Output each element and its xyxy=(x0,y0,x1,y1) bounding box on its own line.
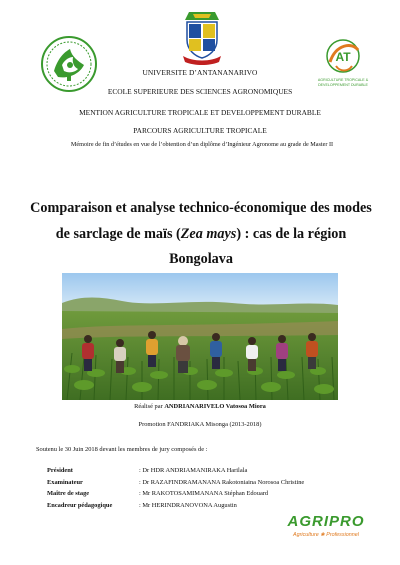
agripro-logo-text: AGRIPRO xyxy=(287,513,365,530)
jury-row xyxy=(46,488,305,500)
memoire-description: Mémoire de fin d’études en vue de l’obtention d’un diplôme d’Ingénieur Agronome au grade de Master II xyxy=(70,141,334,148)
jury-table xyxy=(46,465,305,511)
jury-member: : Mr RAKOTOSAMIMANANA Stéphan Edouard xyxy=(139,490,269,498)
at-logo-icon xyxy=(317,36,369,94)
jury-member: : Dr HDR ANDRIAMANIRAKA Harilala xyxy=(139,467,248,475)
parcours-name: PARCOURS AGRICULTURE TROPICALE xyxy=(133,126,267,135)
title-part-2: ) : cas de la région Bongolava xyxy=(169,225,347,267)
jury-member: : Mr HERINDRANOVONA Augustin xyxy=(139,502,237,510)
university-name: UNIVERSITE D’ANTANANARIVO xyxy=(142,68,258,77)
essa-logo-icon xyxy=(40,35,98,93)
school-name: ECOLE SUPERIEURE DES SCIENCES AGRONOMIQUES xyxy=(107,87,293,96)
author-line xyxy=(0,403,400,410)
jury-member: : Dr RAZAFINDRAMANANA Rakotoniaina Norosoa Christine xyxy=(139,478,305,486)
promotion-line: Promotion FANDRIAKA Misonga (2013-2018) xyxy=(138,421,262,428)
defense-line: Soutenu le 30 Juin 2018 devant les membres de jury composés de : xyxy=(36,446,208,453)
jury-role: Maître de stage xyxy=(47,490,90,498)
thesis-title xyxy=(30,196,372,273)
title-part-1: Comparaison et analyse technico-économique des modes de sarclage de maïs ( xyxy=(30,200,372,242)
title-species: Zea mays xyxy=(180,225,237,242)
jury-row xyxy=(46,465,305,477)
author-prefix: Réalisé par xyxy=(134,403,163,410)
at-logo-caption-2: DEVELOPPEMENT DURABLE xyxy=(318,83,368,87)
agripro-logo-tagline: Agriculture ❀ Professionnel xyxy=(293,532,359,538)
jury-role: Président xyxy=(47,467,73,475)
jury-role: Encadreur pédagogique xyxy=(47,502,113,510)
at-logo-caption-1: AGRICULTURE TROPICALE & xyxy=(317,78,369,82)
agripro-logo-icon xyxy=(272,510,380,540)
jury-role: Examinateur xyxy=(47,478,83,486)
maize-field-photo xyxy=(62,273,338,400)
author-name: ANDRIANARIVELO Vatosoa Miora xyxy=(164,403,266,410)
jury-row xyxy=(46,477,305,489)
university-crest-icon xyxy=(179,10,225,66)
jury-row xyxy=(46,500,305,512)
at-logo-text: AT xyxy=(335,50,351,64)
mention-name: MENTION AGRICULTURE TROPICALE ET DEVELOPPEMENT DURABLE xyxy=(79,108,321,117)
